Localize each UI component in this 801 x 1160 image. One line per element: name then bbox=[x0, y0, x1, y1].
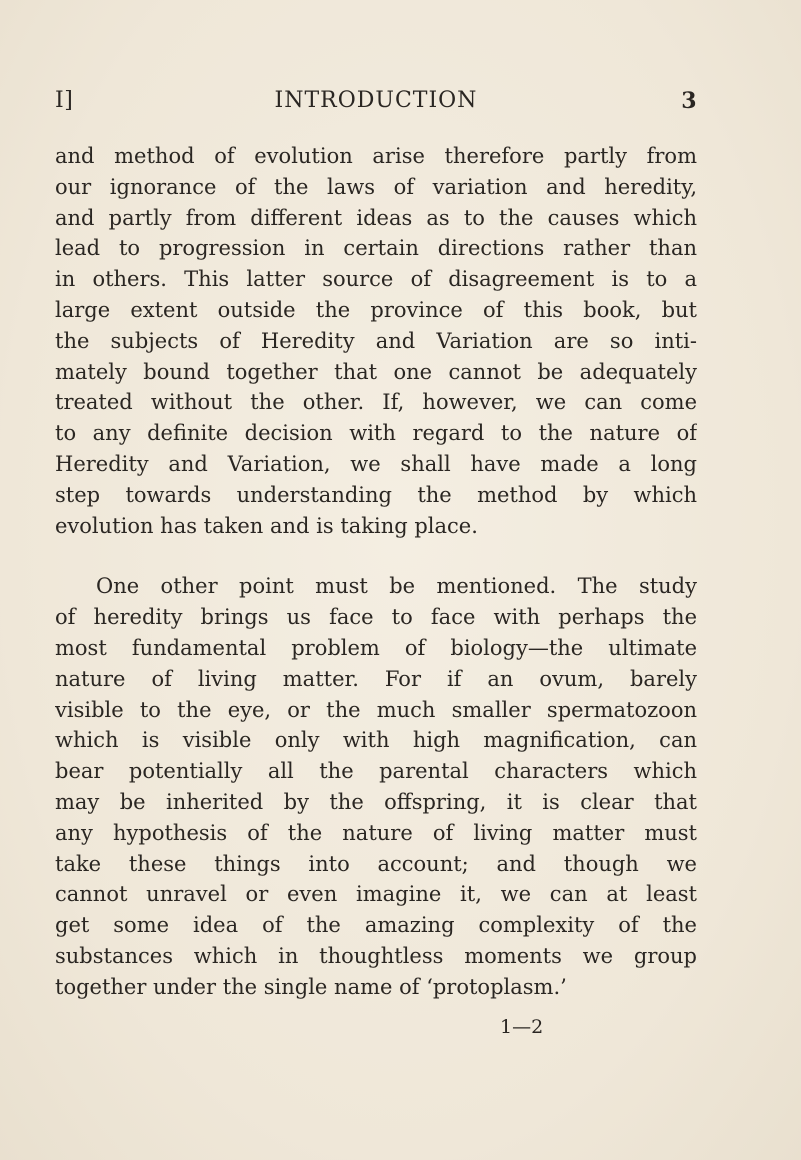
chapter-number: I] bbox=[55, 88, 74, 113]
text-line: large extent outside the province of this book, but bbox=[55, 297, 697, 322]
page-number: 3 bbox=[681, 88, 697, 114]
running-header bbox=[55, 88, 697, 122]
signature-mark: 1—2 bbox=[500, 1016, 544, 1038]
text-line: evolution has taken and is taking place. bbox=[55, 513, 478, 538]
text-line: lead to progression in certain directions rather than bbox=[55, 236, 697, 261]
text-line: One other point must be mentioned. The study bbox=[96, 574, 697, 599]
text-line: to any definite decision with regard to the nature of bbox=[55, 421, 697, 446]
text-line: step towards understanding the method by which bbox=[55, 482, 697, 507]
text-line: and method of evolution arise therefore partly from bbox=[55, 144, 697, 168]
text-line: our ignorance of the laws of variation and heredity, bbox=[55, 174, 697, 199]
text-line: visible to the eye, or the much smaller spermatozoon bbox=[55, 697, 697, 722]
text-line: mately bound together that one cannot be adequately bbox=[55, 359, 697, 384]
text-line: take these things into account; and though we bbox=[55, 851, 697, 876]
text-line: cannot unravel or even imagine it, we can at least bbox=[55, 882, 697, 907]
text-line: of heredity brings us face to face with perhaps the bbox=[55, 605, 697, 630]
page-title: INTRODUCTION bbox=[274, 88, 478, 113]
text-line: the subjects of Heredity and Variation are so inti- bbox=[55, 328, 697, 353]
text-line: treated without the other. If, however, we can come bbox=[55, 390, 697, 415]
paragraph-1 bbox=[55, 141, 697, 541]
text-line: and partly from different ideas as to the causes which bbox=[55, 205, 697, 230]
text-line: may be inherited by the offspring, it is clear that bbox=[55, 789, 697, 814]
text-line: get some idea of the amazing complexity of the bbox=[55, 913, 697, 938]
text-line: substances which in thoughtless moments we group bbox=[55, 943, 697, 968]
body-text bbox=[55, 141, 697, 1003]
text-line: which is visible only with high magnification, can bbox=[55, 728, 697, 753]
text-line: bear potentially all the parental characters which bbox=[55, 759, 697, 784]
text-line: most fundamental problem of biology—the ultimate bbox=[55, 635, 697, 660]
text-line: Heredity and Variation, we shall have made a long bbox=[55, 451, 697, 476]
text-line: any hypothesis of the nature of living matter must bbox=[55, 820, 697, 845]
text-line: in others. This latter source of disagreement is to a bbox=[55, 267, 697, 292]
text-line: together under the single name of ‘protoplasm.’ bbox=[55, 974, 567, 999]
paragraph-2 bbox=[55, 571, 697, 1002]
text-line: nature of living matter. For if an ovum, barely bbox=[55, 666, 697, 691]
